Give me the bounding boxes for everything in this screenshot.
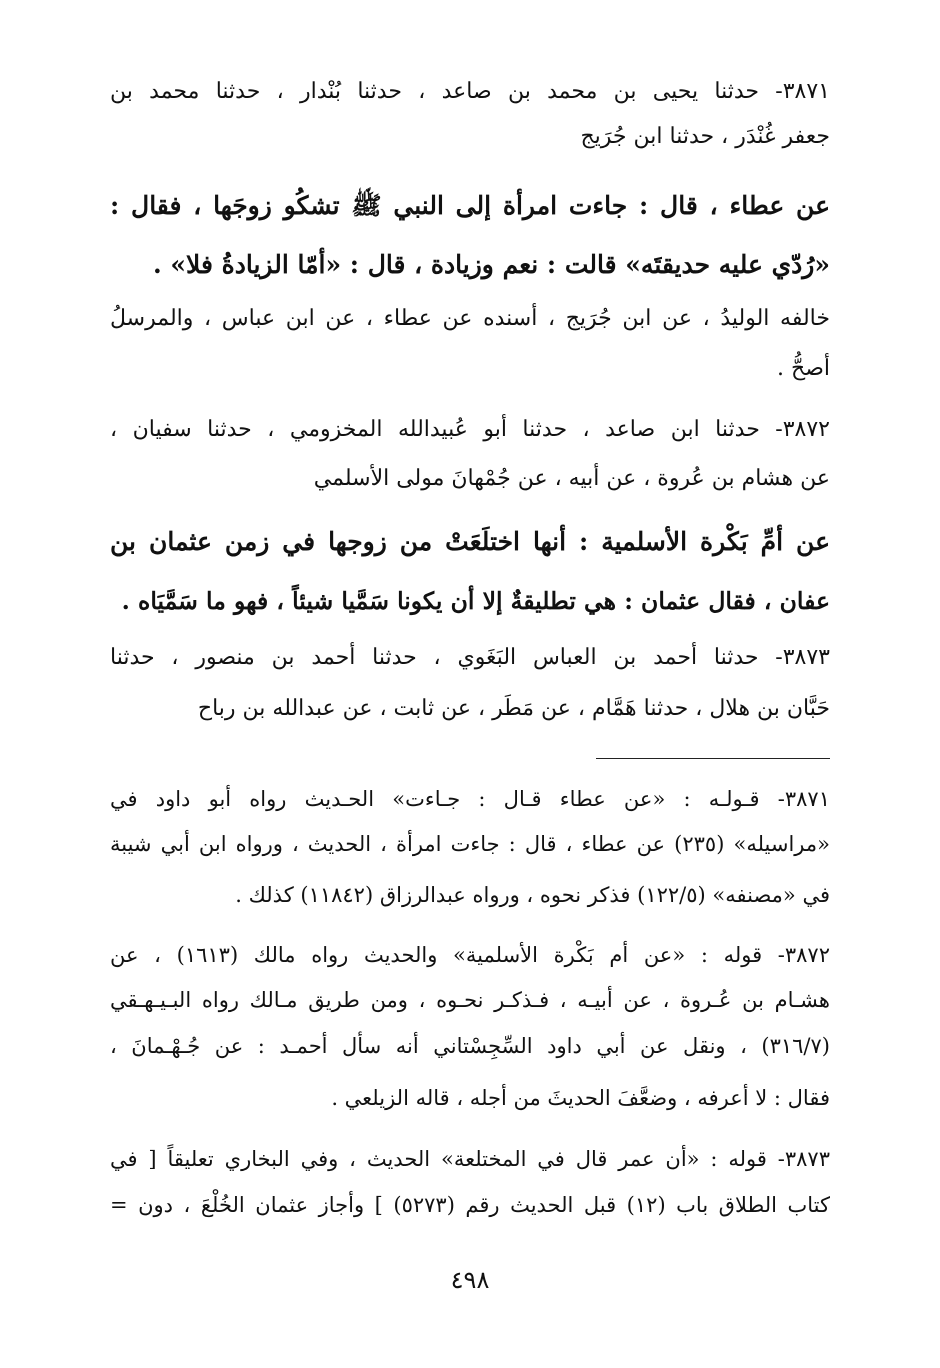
main-line: عفان ، فقال عثمان : هي تطليقةٌ إلا أن يكونا سَمَّيا شيئاً ، فهو ما سَمَّيَاه . (121, 587, 830, 615)
footnote-line: «مراسيله» (٢٣٥) عن عطاء ، قال : جاءت امرأة ، الحديث ، ورواه ابن أبي شيبة (110, 832, 830, 856)
main-line: ٣٨٧٢- حدثنا ابن صاعد ، حدثنا أبو عُبيدالله المخزومي ، حدثنا سفيان ، (110, 417, 830, 442)
footnote-line: كتاب الطلاق باب (١٢) قبل الحديث رقم (٥٢٧٣) ] وأجاز عثمان الخُلْعَ ، دون = (110, 1193, 830, 1217)
footnote-line: فقال : لا أعرفه ، وضعَّفَ الحديثَ من أجله ، قاله الزيلعي . (331, 1086, 830, 1110)
footnote-separator (596, 758, 830, 759)
main-line: «رُدّي عليه حديقتَه» قالت : نعم وزيادة ، قال : «أمّا الزيادةُ فلا» . (153, 250, 830, 279)
main-line: عن هشام بن عُروة ، عن أبيه ، عن جُمْهانَ مولى الأسلمي (313, 466, 830, 491)
main-line: ٣٨٧٣- حدثنا أحمد بن العباس البَغَوي ، حدثنا أحمد بن منصور ، حدثنا (110, 645, 830, 670)
page-number: ٤٩٨ (450, 1266, 490, 1294)
footnote-line: ٣٨٧٢- قوله : «عن أم بَكْرة الأسلمية» والحديث رواه مالك (١٦١٣) ، عن (110, 943, 830, 967)
footnote-line: في «مصنفه» (١٢٢/٥) فذكر نحوه ، ورواه عبدالرزاق (١١٨٤٢) كذلك . (235, 883, 830, 907)
footnote-line: هشـام بن عُـروة ، عن أبيـه ، فـذكـر نحـوه ، ومن طريق مـالك رواه البـيـهـقي (110, 988, 830, 1012)
main-line: عن أمِّ بَكْرة الأسلمية : أنها اختلَعَتْ من زوجها في زمن عثمان بن (110, 527, 830, 556)
main-line: ٣٨٧١- حدثنا يحيى بن محمد بن صاعد ، حدثنا بُنْدار ، حدثنا محمد بن (110, 79, 830, 104)
footnote-line: (٣١٦/٧) ، ونقل عن أبي داود السِّجِسْتاني أنه سأل أحمـد : عن جُـهْـمانَ ، (110, 1034, 830, 1058)
footnote-line: ٣٨٧٣- قوله : «أن عمر قال في المختلعة» الحديث ، وفي البخاري تعليقاً [ في (110, 1147, 830, 1171)
main-line: عن عطاء ، قال : جاءت امرأة إلى النبي ﷺ تشكُو زوجَها ، فقال : (110, 191, 830, 220)
main-line: جعفر غُنْدَر ، حدثنا ابن جُرَيج (580, 124, 830, 149)
main-line: أصحُّ . (777, 356, 830, 381)
footnote-line: ٣٨٧١- قـولـه : «عن عطاء قـال : جـاءت» الحـديث رواه أبو داود في (110, 787, 830, 811)
main-line: خالفه الوليدُ ، عن ابن جُرَيج ، أسنده عن عطاء ، عن ابن عباس ، والمرسلُ (110, 306, 830, 331)
main-line: حَبَّان بن هلال ، حدثنا هَمَّام ، عن مَطَر ، عن ثابت ، عن عبدالله بن رباح (197, 696, 830, 721)
